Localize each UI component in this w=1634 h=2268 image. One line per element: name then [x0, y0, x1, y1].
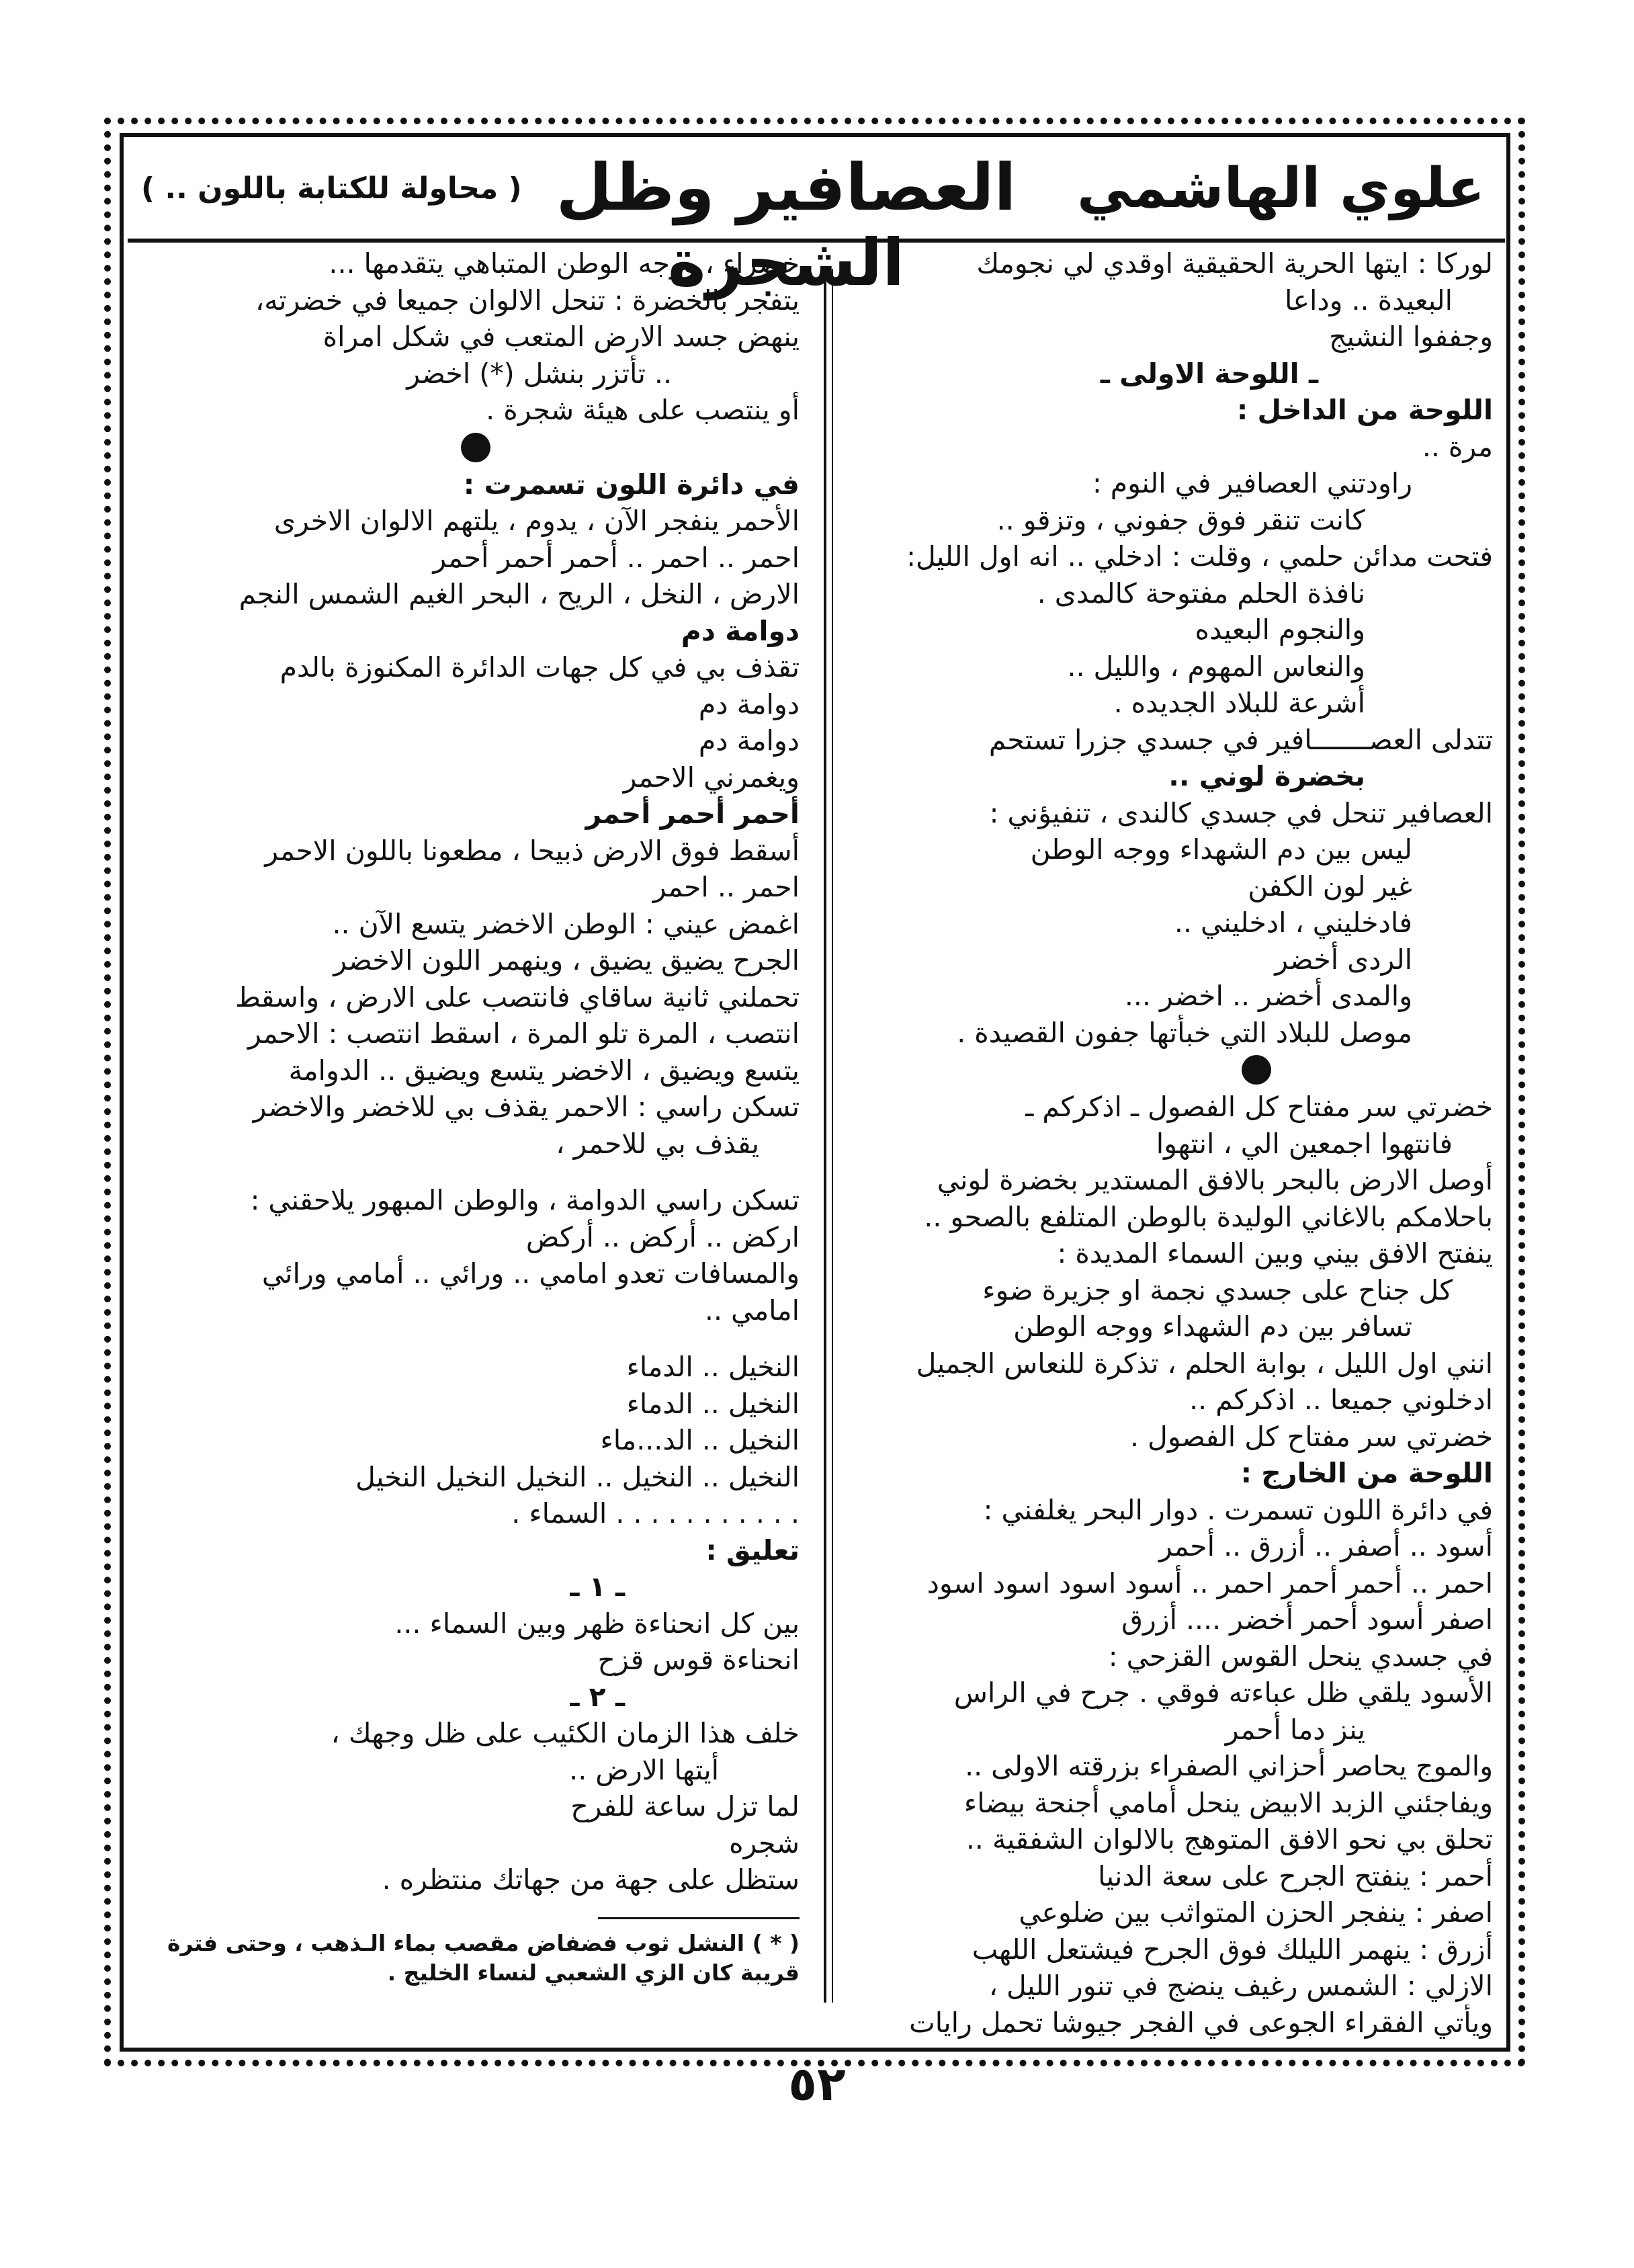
text-line: اصفر أسود أحمر أخضر .... أزرق [1121, 1603, 1493, 1636]
text-line: احمر .. احمر .. أحمر أحمر أحمر [433, 541, 800, 574]
text-line: أشرعة للبلاد الجديده . [1113, 687, 1365, 719]
text-line: والمسافات تعدو امامي .. ورائي .. أمامي ورائي [261, 1257, 800, 1290]
subsection-heading: اللوحة من الداخل : [1236, 394, 1493, 426]
text-line: خلف هذا الزمان الكئيب على ظل وجهك ، [331, 1717, 800, 1749]
text-line: احمر .. احمر [652, 871, 800, 903]
text-line: والمدى أخضر .. اخضر ... [1124, 980, 1412, 1012]
text-line: فادخليني ، ادخليني .. [1174, 907, 1412, 939]
text-line: تسكن راسي : الاحمر يقذف بي للاخضر والاخضر [253, 1091, 800, 1123]
text-line: البعيدة .. وداعا [1285, 284, 1453, 317]
text-line: ستظل على جهة من جهاتك منتظره . [382, 1863, 800, 1896]
text-line: كل جناح على جسدي نجمة او جزيرة ضوء [982, 1273, 1453, 1306]
text-line: باحلامكم بالاغاني الوليدة بالوطن المتلفع بالصحو .. [924, 1200, 1493, 1233]
text-line: ينهض جسد الارض المتعب في شكل امراة [322, 321, 800, 353]
text-line: اركض .. أركض .. أركض [525, 1220, 800, 1253]
text-line: تحلق بي نحو الافق المتوهج بالالوان الشفقية .. [965, 1823, 1493, 1855]
text-line: اغمض عيني : الوطن الاخضر يتسع الآن .. [332, 907, 800, 940]
text-line: تحملني ثانية ساقاي فانتصب على الارض ، واسقط [234, 980, 800, 1013]
comment-number: ـ ٢ ـ [570, 1680, 625, 1713]
text-line: اصفر : ينفجر الحزن المتواثب بين ضلوعي [1019, 1896, 1493, 1929]
footnote-rule [598, 1917, 800, 1919]
text-line: تقذف بي في كل جهات الدائرة المكنوزة بالدم [280, 651, 800, 683]
text-line: نافذة الحلم مفتوحة كالمدى . [1037, 577, 1365, 610]
text-line: .. تأتزر بنشل (*) اخضر [406, 357, 672, 390]
column-divider [824, 269, 826, 2003]
text-line: شجره [729, 1826, 800, 1859]
text-line: النخيل .. الد...ماء [600, 1424, 800, 1456]
text-line: فانتهوا اجمعين الي ، انتهوا [1156, 1127, 1453, 1160]
article-title: العصافير وظل الشجرة [556, 150, 1017, 300]
text-line: ويفاجئني الزبد الابيض ينحل أمامي أجنحة بيضاء [963, 1786, 1493, 1819]
left-column [151, 245, 800, 1988]
text-line: لما تزل ساعة للفرح [570, 1790, 800, 1822]
text-line: الجرح يضيق يضيق ، وينهمر اللون الاخضر [333, 944, 800, 976]
text-line: النخيل .. الدماء [626, 1387, 800, 1420]
text-line: راودتني العصافير في النوم : [1092, 467, 1412, 499]
comment-number: ـ ١ ـ [570, 1570, 625, 1603]
text-line: انحناءة قوس قزح [597, 1644, 800, 1676]
text-line: الردى أخضر [1275, 943, 1412, 976]
text-line: تسافر بين دم الشهداء ووجه الوطن [1013, 1310, 1412, 1343]
text-line: انني اول الليل ، بوابة الحلم ، تذكرة للنعاس الجميل [916, 1347, 1493, 1380]
text-line: ويغمرني الاحمر [623, 761, 800, 794]
text-line: خضرتي سر مفتاح كل الفصول ـ اذكركم ـ [1025, 1091, 1493, 1123]
text-line: احمر .. أحمر أحمر احمر .. أسود اسود اسود اسود [927, 1566, 1493, 1599]
text-line: يتفجر بالخضرة : تنحل الالوان جميعا في خضرته، [255, 284, 800, 317]
text-line: امامي .. [704, 1294, 800, 1327]
text-line: لوركا : ايتها الحرية الحقيقية اوقدي لي نجومك [976, 247, 1493, 280]
text-line: الازلي : الشمس رغيف ينضج في تنور الليل ، [988, 1970, 1493, 2002]
text-line: أحمر أحمر أحمر [585, 798, 800, 830]
text-line: أيتها الارض .. [569, 1753, 719, 1786]
footnote: ( * ) النشل ثوب فضفاض مقصب بماء الـذهب ، وحتى فترة قريبة كان الزي الشعبي لنساء الخليج . [167, 1929, 800, 1986]
text-line: بخضرة لوني .. [1168, 760, 1365, 792]
text-line: والموج يحاصر أحزاني الصفراء بزرقته الاولى .. [965, 1750, 1493, 1782]
text-line: ينفتح الافق بيني وبين السماء المديدة : [1057, 1237, 1493, 1269]
text-line: الارض ، النخل ، الريح ، البحر الغيم الشمس النجم [239, 578, 800, 610]
section-heading: ـ اللوحة الاولى ـ [1100, 357, 1318, 390]
text-line: ادخلوني جميعا .. اذكركم .. [1189, 1384, 1493, 1416]
text-line: ويأتي الفقراء الجوعى في الفجر جيوشا تحمل رايات [909, 2006, 1493, 2039]
text-line: النخيل .. الدماء [626, 1351, 800, 1383]
text-line: في جسدي ينحل القوس القزحي : [1108, 1640, 1493, 1673]
text-line: دوامة دم [698, 687, 800, 720]
text-line: تسكن راسي الدوامة ، والوطن المبهور يلاحقني : [250, 1184, 800, 1216]
text-line: وجففوا النشيج [1329, 321, 1493, 353]
author-name: علوي الهاشمي [1077, 157, 1485, 220]
text-line: أسود .. أصفر .. أزرق .. أحمر [1158, 1530, 1493, 1562]
text-line: انتصب ، المرة تلو المرة ، اسقط انتصب : الاحمر [248, 1017, 800, 1050]
text-line: فتحت مدائن حلمي ، وقلت : ادخلي .. انه اول الليل: [906, 540, 1493, 573]
text-line: أحمر : ينفتح الجرح على سعة الدنيا [1098, 1859, 1493, 1892]
article-subtitle: ( محاولة للكتابة باللون .. ) [141, 171, 522, 206]
text-line: كانت تنقر فوق جفوني ، وتزقو .. [996, 503, 1365, 536]
section-bullet [461, 433, 490, 462]
text-line: دوامة دم [698, 724, 800, 757]
text-line: العصافير تنحل في جسدي كالندى ، تنفيؤني : [989, 796, 1493, 829]
text-line: دوامة دم [681, 614, 800, 647]
text-line: أسقط فوق الارض ذبيحا ، مطعونا باللون الاحمر [265, 834, 800, 867]
text-line: غير لون الكفن [1248, 870, 1412, 902]
text-line: والنعاس المهوم ، والليل .. [1067, 650, 1365, 683]
text-line: أزرق : ينهمر الليلك فوق الجرح فيشتعل اللهب [972, 1933, 1493, 1966]
text-line: خضرتي سر مفتاح كل الفصول . [1129, 1420, 1493, 1453]
text-line: مرة .. [1422, 430, 1493, 463]
text-line: يقذف بي للاحمر ، [556, 1127, 759, 1160]
line-gap [151, 1329, 800, 1349]
line-gap [151, 1162, 800, 1182]
page-number: ٥٢ [788, 2056, 846, 2111]
text-line: موصل للبلاد التي خبأتها جفون القصيدة . [957, 1016, 1412, 1049]
column-divider-thin [832, 269, 833, 2003]
text-line: في دائرة اللون تسمرت . دوار البحر يغلفني : [983, 1493, 1493, 1526]
text-line: أوصل الارض بالبحر بالافق المستدير بخضرة لوني [937, 1164, 1493, 1196]
text-line: يتسع ويضيق ، الاخضر يتسع ويضيق .. الدوامة [288, 1054, 800, 1087]
section-heading: في دائرة اللون تسمرت : [463, 468, 800, 501]
text-line: خضراء ، ووجه الوطن المتباهي يتقدمها ... [329, 247, 800, 280]
text-line: والنجوم البعيده [1195, 614, 1365, 646]
subsection-heading: اللوحة من الخارج : [1240, 1457, 1493, 1489]
text-line: ينز دما أحمر [1225, 1713, 1365, 1746]
text-line: تتدلى العصـــــــافير في جسدي جزرا تستحم [988, 723, 1493, 756]
text-line: ليس بين دم الشهداء ووجه الوطن [1030, 833, 1412, 866]
text-line: . . . . . . . . . . . السماء . [511, 1497, 800, 1529]
right-column [855, 245, 1493, 2041]
comment-heading: تعليق : [705, 1534, 800, 1566]
text-line: النخيل .. النخيل .. النخيل النخيل النخيل [355, 1460, 800, 1493]
text-line: بين كل انحناءة ظهر وبين السماء ... [394, 1607, 800, 1640]
text-line: أو ينتصب على هيئة شجرة . [486, 394, 800, 426]
text-line: الأسود يلقي ظل عباءته فوقي . جرح في الراس [953, 1677, 1493, 1709]
section-bullet [1242, 1055, 1271, 1085]
text-line: الأحمر ينفجر الآن ، يدوم ، يلتهم الالوان الاخرى [273, 505, 800, 537]
